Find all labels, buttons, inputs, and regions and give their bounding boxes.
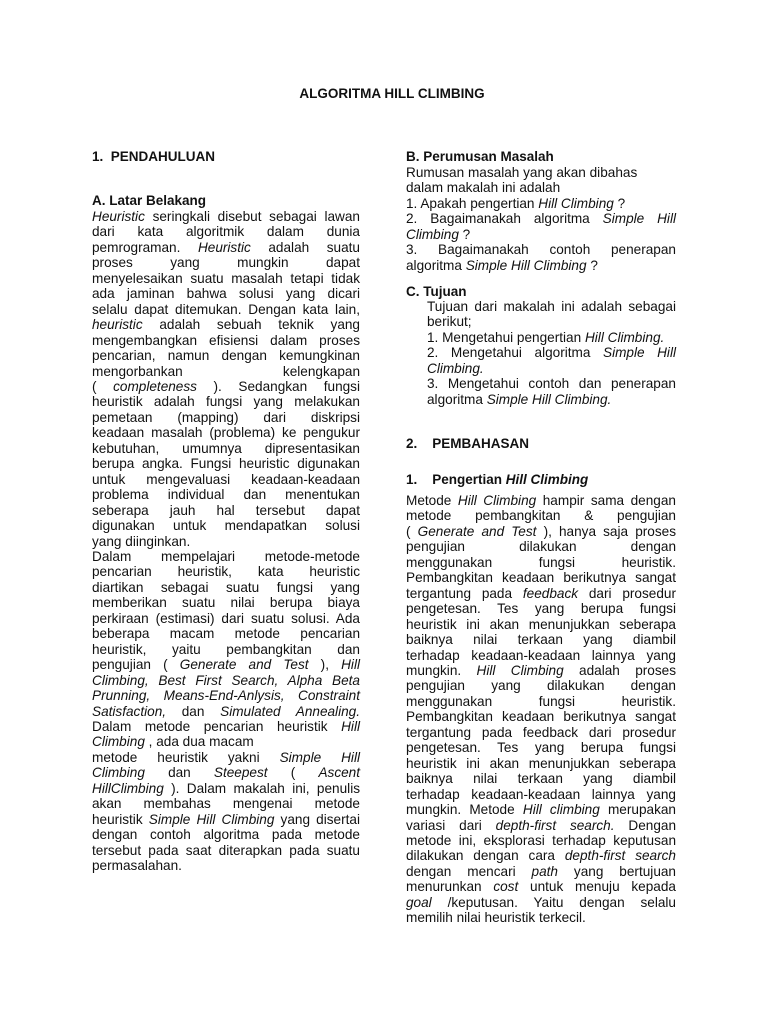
text-segment: selalu dapat ditemukan. Dengan kata lain, (92, 301, 360, 317)
perumusan-masalah-body (406, 165, 676, 273)
text-segment: perkiraan (estimasi) dari suatu solusi. Ada (92, 610, 360, 626)
text-line (92, 626, 360, 641)
text-segment: mengorbankan kelengkapan (92, 363, 360, 379)
text-segment: menggunakan fungsi heuristik. (406, 554, 676, 570)
text-line (427, 299, 676, 314)
text-segment: Tujuan dari makalah ini adalah sebagai (427, 299, 676, 314)
text-segment: pengujian ( (92, 657, 168, 673)
italic-text: HillClimbing (92, 780, 164, 796)
text-segment: berikut; (427, 314, 472, 330)
text-line (406, 678, 676, 693)
text-line (92, 858, 360, 873)
text-line (92, 673, 360, 688)
italic-text: Simple Hill Climbing (148, 811, 275, 827)
text-segment: Rumusan masalah yang akan dibahas (406, 165, 638, 180)
italic-text: Simple Hill (279, 749, 360, 765)
text-segment: Dalam mempelajari metode-metode (92, 548, 360, 564)
text-line (92, 364, 360, 379)
text-segment: terhadap keadaan-keadaan lainnya yang (406, 647, 676, 663)
text-segment: Pembangkitan keadaan berikutnya sangat (406, 570, 676, 586)
text-segment: ( (406, 523, 411, 539)
text-line (92, 750, 360, 765)
italic-text: Heuristic (197, 239, 251, 255)
text-segment: ), hanya saja proses (543, 523, 676, 539)
text-line (406, 211, 676, 226)
text-segment: pengetesan. Tes yang berupa fungsi (406, 601, 676, 617)
text-line (92, 286, 360, 301)
text-segment: ? (617, 195, 626, 211)
text-line (92, 719, 360, 734)
italic-text: Simple Hill (603, 345, 676, 361)
text-segment: akan membahas mengenai metode (92, 796, 360, 812)
text-line (406, 663, 676, 678)
text-segment: pengujian dilakukan dengan (406, 539, 676, 555)
text-segment: heuristik adalah fungsi yang melakukan (92, 394, 360, 410)
text-segment: pengujian yang dilakukan dengan (406, 678, 676, 694)
text-segment: adalah proses (579, 662, 676, 678)
text-segment: ada jaminan bahwa solusi yang dicari (92, 286, 360, 302)
text-line (92, 456, 360, 471)
section-heading-pendahuluan: 1. PENDAHULUAN (92, 149, 216, 164)
italic-text: Climbing, Best First Search, Alpha Beta (92, 672, 360, 688)
text-line (406, 227, 676, 242)
text-line (406, 617, 676, 632)
italic-text: Heuristic (92, 209, 145, 224)
text-line (92, 425, 360, 440)
subheading-pengertian-hill-climbing (406, 472, 588, 487)
text-segment: ? (590, 257, 598, 273)
text-segment: permasalahan. (92, 858, 182, 874)
italic-text: Simulated Annealing. (220, 703, 360, 719)
text-segment: ( (92, 378, 97, 394)
text-line (406, 180, 676, 195)
text-segment: kebutuhan, umumnya dipresentasikan (92, 440, 360, 456)
text-line (406, 493, 676, 508)
text-segment: Dengan (628, 817, 677, 833)
text-line (406, 258, 676, 273)
italic-text: Hill climbing (522, 802, 600, 818)
text-line (406, 196, 676, 211)
italic-text: Simple Hill (602, 211, 676, 227)
italic-text: Hill Climbing (538, 195, 614, 211)
text-segment: yang bertujuan (573, 863, 676, 879)
text-segment: tersebut pada saat diterapkan pada suatu (92, 842, 360, 858)
text-line (92, 812, 360, 827)
text-line (92, 503, 360, 518)
text-segment: dengan mencari (406, 863, 532, 879)
text-segment: tergantung pada (406, 585, 523, 601)
text-segment: untuk menuju kepada (530, 879, 676, 895)
text-segment: ). Dalam makalah ini, penulis (171, 780, 361, 796)
italic-text: Prunning, Means-End-Anlysis, Constraint (92, 688, 360, 704)
text-line (406, 771, 676, 786)
text-segment: adalah suatu (268, 239, 360, 255)
text-line (406, 756, 676, 771)
text-line (406, 242, 676, 257)
text-segment: dilakukan dengan cara (406, 848, 565, 864)
text-line (406, 601, 676, 616)
italic-text: feedback (522, 585, 579, 601)
text-segment: metode heuristik yakni (92, 749, 280, 765)
text-segment: heuristik ini akan menunjukkan seberapa (406, 616, 676, 632)
text-segment: merupakan (607, 802, 676, 818)
text-segment: baiknya nilai terkaan yang diambil (406, 771, 676, 787)
text-line (92, 224, 360, 239)
text-line (427, 345, 676, 360)
text-line (92, 333, 360, 348)
text-segment: diartikan sebagai suatu fungsi yang (92, 579, 360, 595)
subheading-italic: Hill Climbing (505, 472, 589, 487)
text-segment: dengan contoh algoritma pada metode (92, 827, 360, 843)
text-segment: ? (462, 226, 471, 242)
italic-text: Simple Hill Climbing (465, 257, 587, 273)
text-segment: metode ini, eksplorasi terhadap keputusan (406, 832, 676, 848)
italic-text: Generate and Test (179, 657, 309, 673)
italic-text: Hill (341, 657, 360, 673)
text-segment: terhadap keadaan-keadaan lainnya yang (406, 786, 676, 802)
italic-text: Simple Hill Climbing. (486, 391, 612, 407)
text-line (92, 472, 360, 487)
text-segment: 1. Apakah pengertian (406, 195, 539, 211)
text-line (427, 376, 676, 391)
subheading-tujuan: C. Tujuan (406, 284, 467, 299)
text-line (92, 487, 360, 502)
text-line (406, 508, 676, 523)
tujuan-body (427, 299, 676, 407)
text-line (406, 864, 676, 879)
text-line (406, 879, 676, 894)
pengertian-body (406, 493, 676, 926)
text-segment: algoritma (427, 391, 487, 407)
text-line (92, 255, 360, 270)
text-line (92, 317, 360, 332)
text-line (92, 564, 360, 579)
text-segment: berupa angka. Fungsi heuristic digunakan (92, 456, 360, 472)
text-segment: keadaan masalah (problema) ke pengukur (92, 425, 360, 441)
italic-text: Climbing (92, 734, 145, 750)
italic-text: Climbing (406, 226, 459, 242)
text-segment: dari kata algoritmik dalam dunia (92, 224, 360, 240)
text-line (92, 348, 360, 363)
italic-text: depth-first search (564, 848, 676, 864)
text-line (406, 555, 676, 570)
text-line (427, 361, 676, 376)
text-segment: proses yang mungkin dapat (92, 255, 360, 271)
text-segment: 3. Bagaimanakah contoh penerapan (406, 242, 676, 258)
text-segment: 2. Bagaimanakah algoritma (406, 211, 603, 227)
text-line (92, 410, 360, 425)
text-segment: Pembangkitan keadaan berikutnya sangat (406, 709, 676, 725)
text-segment: dari prosedur (588, 585, 676, 601)
text-segment: dan (181, 703, 221, 719)
text-line (92, 379, 360, 394)
text-line (427, 314, 676, 329)
text-line (92, 549, 360, 564)
text-line (92, 781, 360, 796)
text-segment: mungkin. (406, 662, 477, 678)
text-segment: menurunkan (406, 879, 494, 895)
text-line (406, 848, 676, 863)
text-segment: menggunakan fungsi heuristik. (406, 693, 676, 709)
text-line (92, 611, 360, 626)
text-segment: adalah sebuah teknik yang (159, 317, 360, 333)
text-segment: yang disertai (280, 811, 360, 827)
text-segment: variasi dari (406, 817, 496, 833)
text-line (92, 657, 360, 672)
text-line (92, 209, 360, 224)
text-line (406, 524, 676, 539)
subheading-prefix: 1. Pengertian (406, 472, 506, 487)
italic-text: depth-first search. (495, 817, 615, 833)
text-segment: heuristik ini akan menunjukkan seberapa (406, 755, 676, 771)
text-segment: untuk mengevaluasi keadaan-keadaan (92, 471, 360, 487)
italic-text: cost (493, 879, 519, 895)
italic-text: Climbing (92, 765, 145, 781)
document-title: ALGORITMA HILL CLIMBING (299, 86, 485, 101)
italic-text: Hill (341, 718, 360, 734)
text-line (92, 595, 360, 610)
italic-text: Steepest (213, 765, 268, 781)
text-segment: Metode (406, 493, 458, 508)
text-line (92, 796, 360, 811)
italic-text: goal (406, 894, 432, 910)
text-segment: digunakan untuk mendapatkan solusi (92, 518, 360, 534)
text-line (92, 734, 360, 749)
text-line (92, 394, 360, 409)
italic-text: Ascent (318, 765, 361, 781)
text-line (406, 910, 676, 925)
text-segment: /keputusan. Yaitu dengan selalu (447, 894, 676, 910)
text-line (406, 787, 676, 802)
italic-text: Satisfaction, (92, 703, 167, 719)
text-line (92, 642, 360, 657)
text-line (406, 895, 676, 910)
text-segment: dan (168, 765, 214, 781)
text-line (406, 539, 676, 554)
italic-text: Hill Climbing (457, 493, 537, 508)
text-segment: dalam makalah ini adalah (406, 180, 561, 196)
text-line (92, 765, 360, 780)
text-segment: seberapa jauh hal tersebut dapat (92, 502, 360, 518)
text-segment: heuristik, yaitu pembangkitan dan (92, 641, 360, 657)
text-segment: Dalam metode pencarian heuristik (92, 718, 342, 734)
text-segment: heuristik (92, 811, 149, 827)
text-segment: baiknya nilai terkaan yang diambil (406, 632, 676, 648)
text-line (92, 302, 360, 317)
text-segment: ). Sedangkan fungsi (213, 378, 361, 394)
text-line (406, 740, 676, 755)
text-segment: , ada dua macam (148, 734, 254, 750)
text-line (92, 271, 360, 286)
text-line (406, 165, 676, 180)
italic-text: path (531, 863, 558, 879)
text-segment: pencarian heuristik, kata heuristic (92, 564, 360, 580)
text-segment: pemetaan (mapping) dari diskripsi (92, 409, 360, 425)
text-segment: tergantung pada feedback dari prosedur (406, 724, 676, 740)
text-line (92, 843, 360, 858)
text-segment: yang diinginkan. (92, 533, 191, 549)
text-segment: metode pembangkitan & pengujian (406, 508, 676, 524)
text-segment: ( (290, 765, 296, 781)
text-line (406, 709, 676, 724)
text-line (92, 688, 360, 703)
text-segment: menyelesaikan suatu masalah tetapi tidak (92, 270, 360, 286)
section-heading-pembahasan: 2. PEMBAHASAN (406, 436, 530, 451)
text-line (92, 580, 360, 595)
text-segment: hampir sama dengan (542, 493, 676, 508)
text-segment: algoritma (406, 257, 466, 273)
text-line (406, 632, 676, 647)
text-line (406, 802, 676, 817)
latar-belakang-body (92, 209, 360, 873)
text-segment: memberikan suatu nilai berupa biaya (92, 595, 360, 611)
text-line (427, 392, 676, 407)
text-line (406, 570, 676, 585)
text-line (92, 534, 360, 549)
text-segment: beberapa macam metode pencarian (92, 626, 360, 642)
text-segment: mengembangkan efisiensi dalam proses (92, 332, 360, 348)
italic-text: completeness (113, 378, 197, 394)
text-segment: pencarian, namun dengan kemungkinan (92, 348, 360, 364)
text-line (406, 648, 676, 663)
text-line (92, 441, 360, 456)
text-segment: 1. Mengetahui pengertian (427, 329, 585, 345)
text-line (92, 704, 360, 719)
text-line (406, 725, 676, 740)
italic-text: heuristic (92, 317, 143, 333)
text-segment: problema individual dan menentukan (92, 487, 360, 503)
text-line (406, 694, 676, 709)
text-segment: 3. Mengetahui contoh dan penerapan (427, 376, 676, 392)
text-line (406, 818, 676, 833)
subheading-latar-belakang: A. Latar Belakang (92, 193, 207, 208)
text-line (92, 240, 360, 255)
text-line (427, 330, 676, 345)
text-segment: memilih nilai heuristik terkecil. (406, 910, 586, 926)
text-segment: pemrograman. (92, 239, 198, 255)
text-line (406, 586, 676, 601)
text-line (406, 833, 676, 848)
text-segment: 2. Mengetahui algoritma (427, 345, 603, 361)
text-segment: mungkin. Metode (406, 802, 523, 818)
text-line (92, 827, 360, 842)
text-line (92, 518, 360, 533)
text-segment: ), (320, 657, 342, 673)
italic-text: Hill Climbing (476, 662, 564, 678)
italic-text: Hill Climbing. (584, 329, 665, 345)
subheading-perumusan-masalah: B. Perumusan Masalah (406, 149, 554, 164)
text-segment: pengetesan. Tes yang berupa fungsi (406, 740, 676, 756)
text-segment: seringkali disebut sebagai lawan (152, 209, 360, 224)
italic-text: Generate and Test (417, 523, 537, 539)
italic-text: Climbing. (427, 360, 484, 376)
